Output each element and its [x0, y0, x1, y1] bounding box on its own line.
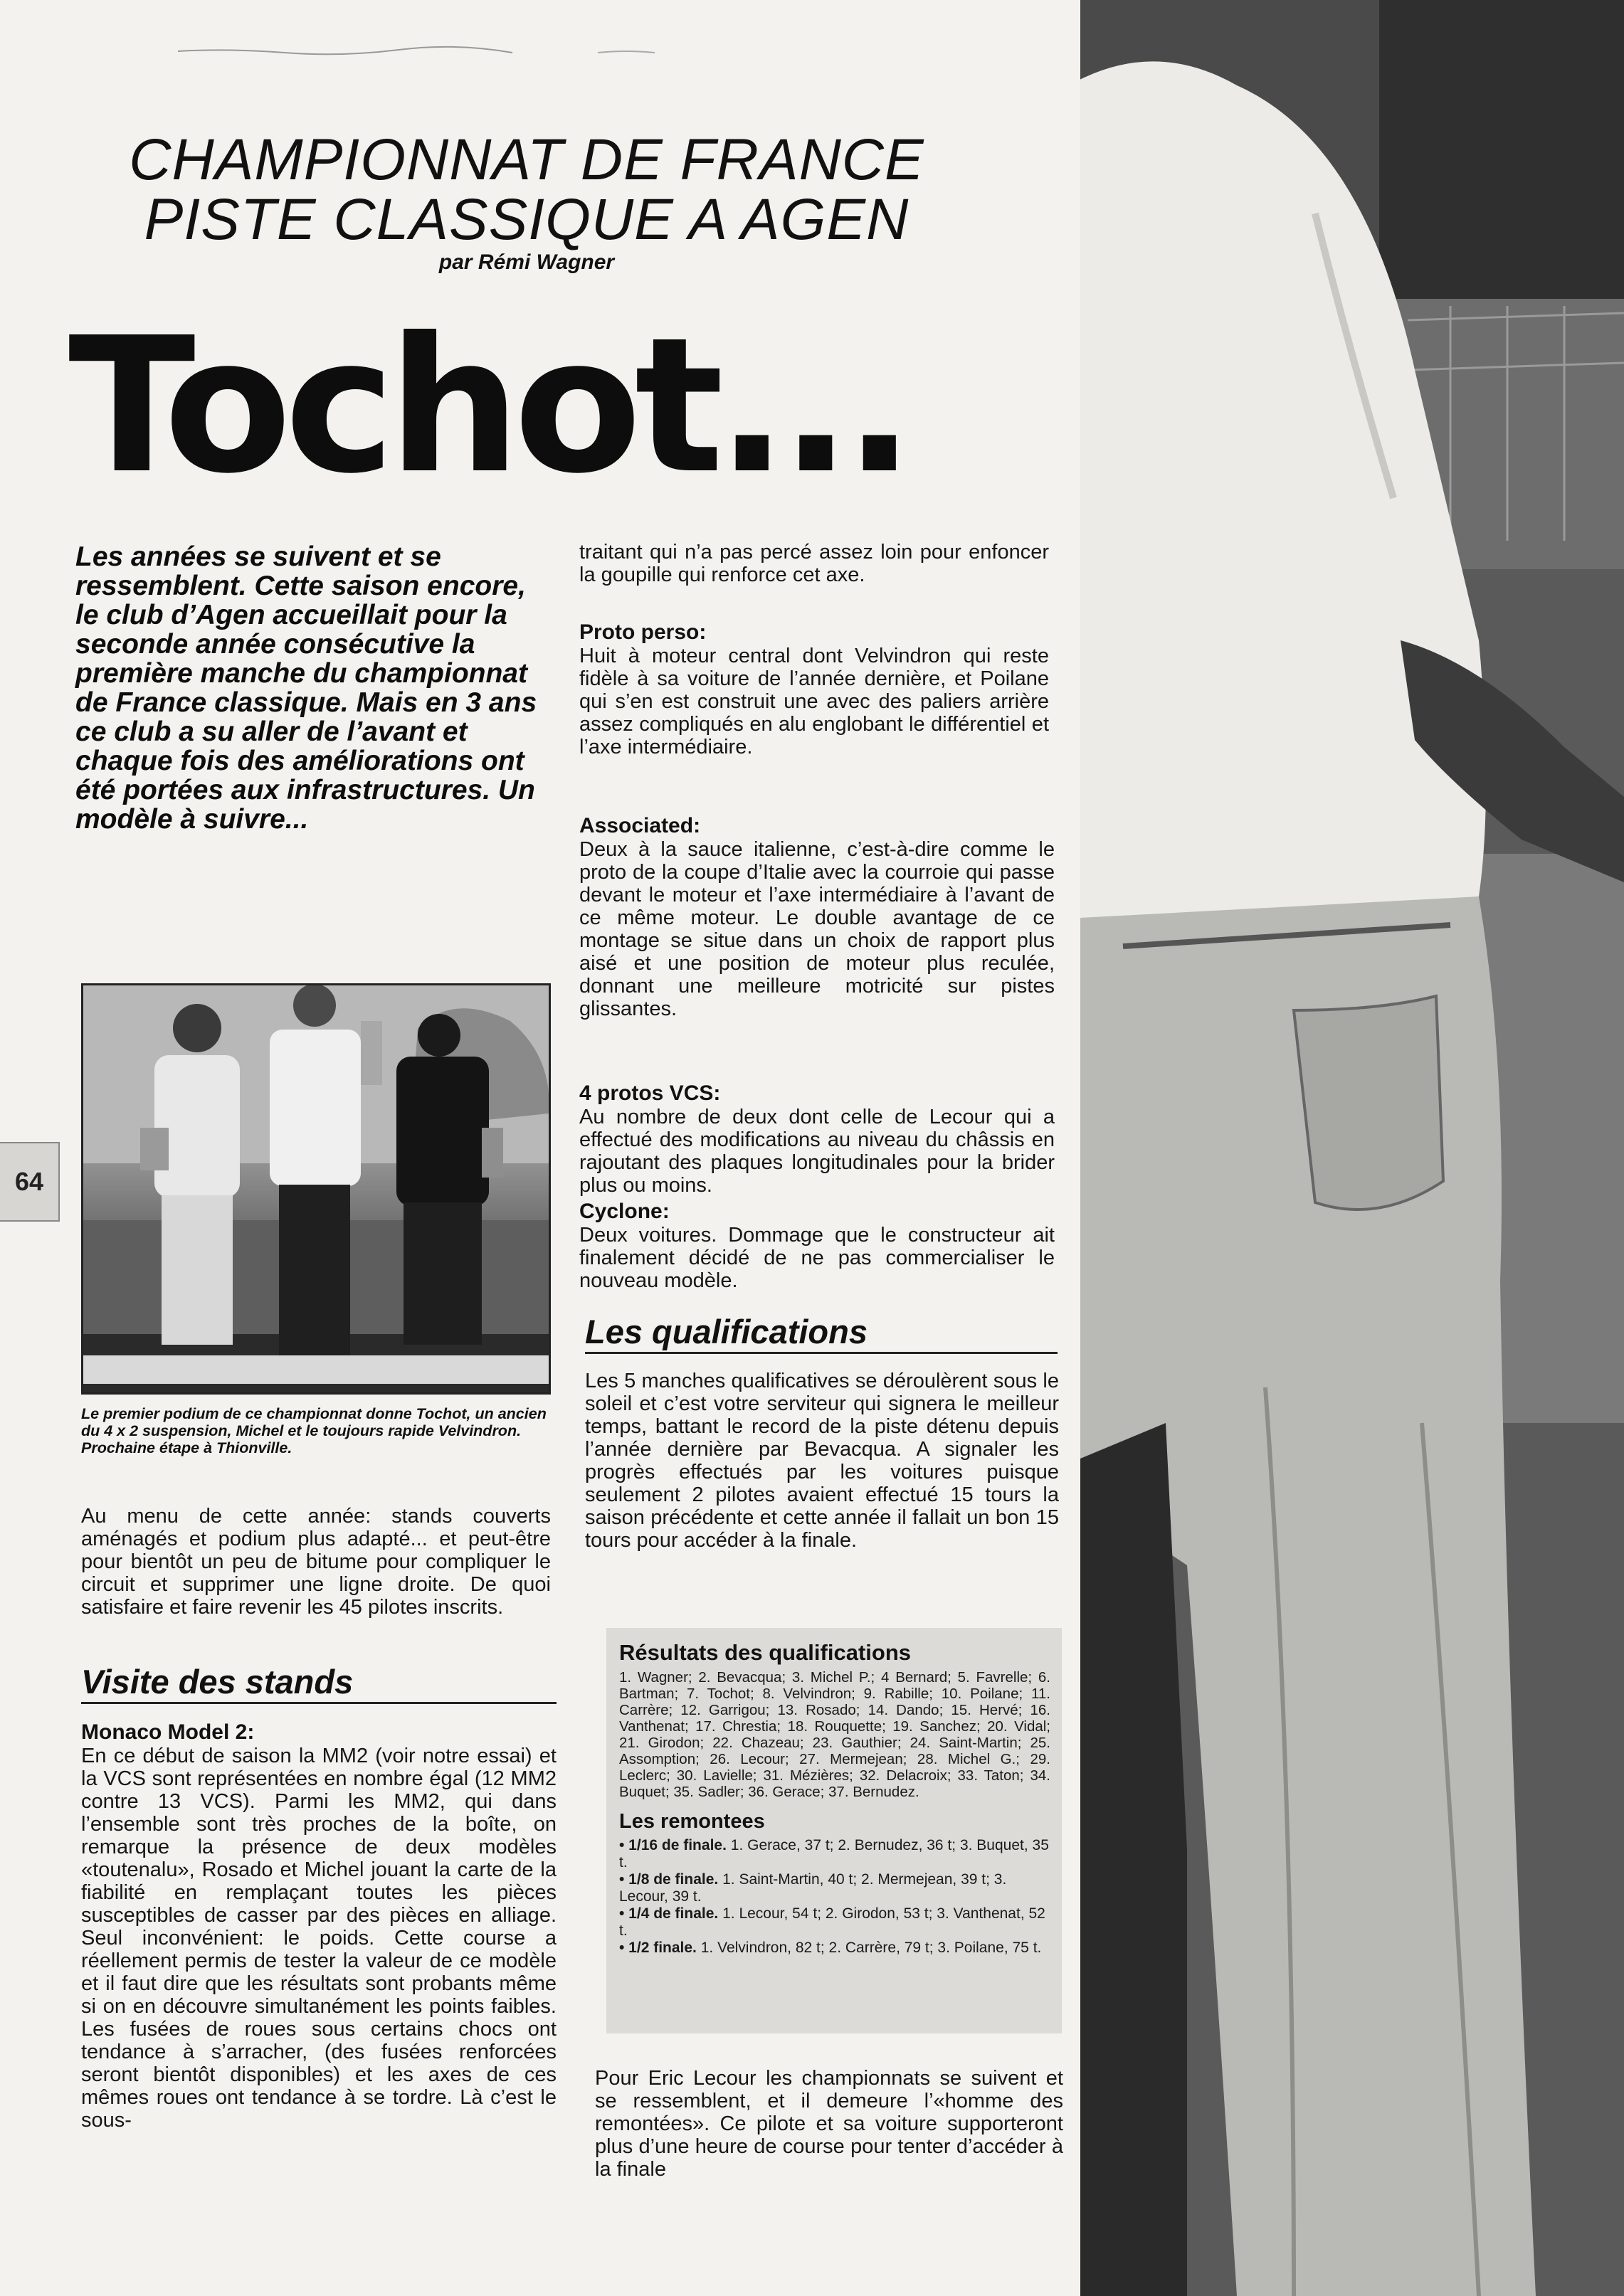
subheading-vcs: 4 protos VCS:	[579, 1081, 721, 1105]
title-line-2: PISTE CLASSIQUE A AGEN	[144, 187, 909, 252]
results-title: Résultats des qualifications	[619, 1640, 911, 1665]
subheading-proto-perso: Proto perso:	[579, 620, 707, 644]
podium-photo	[81, 983, 551, 1395]
vcs-paragraph: Au nombre de deux dont celle de Lecour qui a effectué des modifications au niveau du châssis en rajoutant des plaques longitudinales pour la brider plus ou moins.	[579, 1106, 1055, 1197]
remontee-item	[619, 1871, 1050, 1905]
remontee-label: • 1/8 de finale.	[619, 1871, 719, 1888]
photo-caption: Le premier podium de ce championnat donne Tochot, un ancien du 4 x 2 suspension, Michel et le toujours rapide Velvindron. Prochaine étape à Thionville.	[81, 1405, 547, 1456]
remontee-label: • 1/2 finale.	[619, 1940, 697, 1956]
qualifications-paragraph: Les 5 manches qualificatives se déroulèrent sous le soleil et c’est votre serviteur qui signera le meilleur temps, battant le record de la piste détenu depuis l’année dernière par Bevacqua. A signaler les progrès effectués par les voitures puisque seulement 2 pilotes avaient effectué 15 tours la saison précédente et cette année il fallait un bon 15 tours pour accéder à la finale.	[585, 1370, 1059, 1552]
subheading-cyclone: Cyclone:	[579, 1200, 670, 1223]
remontee-item	[619, 1940, 1050, 1957]
byline: par Rémi Wagner	[438, 250, 615, 274]
section-heading-qualifications: Les qualifications	[585, 1313, 1058, 1354]
remontee-item	[619, 1837, 1050, 1871]
cyclone-paragraph: Deux voitures. Dommage que le constructeur ait finalement décidé de ne pas commercialiser le nouveau modèle.	[579, 1224, 1055, 1292]
intro-body-paragraph: Au menu de cette année: stands couverts aménagés et podium plus adapté... et peut-être pour bientôt un peu de bitume pour compliquer le circuit et supprimer une ligne droite. De quoi satisfaire et faire revenir les 45 pilotes inscrits.	[81, 1505, 551, 1619]
remontee-label: • 1/4 de finale.	[619, 1905, 719, 1922]
headline: Tochot...	[68, 297, 908, 514]
monaco-paragraph: En ce début de saison la MM2 (voir notre essai) et la VCS sont représentées en nombre égal (12 MM2 contre 13 VCS). Parmi les MM2, qui dans l’ensemble sont très proches de la boîte, on remarque la présence de deux modèles «toutenalu», Rosado et Michel jouant la carte de la fiabilité en remplaçant toutes les pièces susceptibles de casser par des pièces en alliage. Seul inconvénient: le poids. Cette course a réellement permis de tester la valeur de ce modèle et il faut dire que les résultats sont probants même si on en découvre simultanément les points faibles. Les fusées de roues sous certains chocs ont tendance à s’arracher, (des fusées renforcées seront bientôt disponibles) et les axes de ces mêmes roues ont tendance à se tordre. Là c’est le sous-	[81, 1745, 557, 2132]
remontee-text: 1. Gerace, 37 t; 2. Bernudez, 36 t; 3. Buquet, 35 t.	[619, 1837, 1049, 1871]
final-paragraph: Pour Eric Lecour les championnats se suivent et se ressemblent, et il demeure l’«homme des remontées». Ce pilote et sa voiture supporteront plus d’une heure de course pour tenter d’accéder à la finale	[595, 2067, 1063, 2181]
man-in-jeans-photo	[1080, 0, 1624, 2296]
podium-illustration	[83, 985, 549, 1392]
subheading-monaco: Monaco Model 2:	[81, 1720, 255, 1744]
continued-paragraph: traitant qui n’a pas percé assez loin pour enfoncer la goupille qui renforce cet axe.	[579, 541, 1049, 586]
remontee-item	[619, 1905, 1050, 1940]
photo-illustration	[1080, 0, 1624, 2296]
section-heading-visite: Visite des stands	[81, 1663, 557, 1704]
title-line-1: CHAMPIONNAT DE FRANCE	[129, 127, 924, 192]
remontee-text: 1. Lecour, 54 t; 2. Girodon, 53 t; 3. Vanthenat, 52 t.	[619, 1905, 1045, 1939]
subheading-associated: Associated:	[579, 814, 701, 837]
associated-paragraph: Deux à la sauce italienne, c’est-à-dire comme le proto de la coupe d’Italie avec la courroie qui passe devant le moteur et l’axe intermédiaire à l’avant de ce même moteur. Le double avantage de ce montage se situe dans un choix de rapport plus aisé et une position de moteur plus reculée, donnant une meilleure motricité sur pistes glissantes.	[579, 838, 1055, 1020]
intro-paragraph: Les années se suivent et se ressemblent. Cette saison encore, le club d’Agen accueillait pour la seconde année consécutive la première manche du championnat de France classique. Mais en 3 ans ce club a su aller de l’avant et chaque fois des améliorations ont été portées aux infrastructures. Un modèle à suivre...	[75, 541, 537, 835]
page-number: 64	[0, 1142, 60, 1222]
remontee-text: 1. Saint-Martin, 40 t; 2. Mermejean, 39 t; 3. Lecour, 39 t.	[619, 1871, 1007, 1905]
remontees-title: Les remontees	[619, 1810, 765, 1833]
results-box	[606, 1628, 1062, 2033]
proto-perso-paragraph: Huit à moteur central dont Velvindron qui reste fidèle à sa voiture de l’année dernière, et Poilane qui s’en est construit une avec des paliers arrière assez compliqués en alu englobant le différentiel et l’axe intermédiaire.	[579, 645, 1049, 758]
scan-noise	[171, 36, 811, 64]
results-list: 1. Wagner; 2. Bevacqua; 3. Michel P.; 4 Bernard; 5. Favrelle; 6. Bartman; 7. Tochot; 8. Velvindron; 9. Rabille; 10. Poilane; 11. Carrère; 12. Garrigou; 13. Rosado; 14. Dando; 15. Hervé; 16. Vanthenat; 17. Chrestia; 18. Rouquette; 19. Sanchez; 20. Vidal; 21. Girodon; 22. Chazeau; 23. Gauthier; 24. Saint-Martin; 25. Assomption; 26. Lecour; 27. Mermejean; 28. Michel G.; 29. Leclerc; 30. Lavielle; 31. Mézières; 32. Delacroix; 33. Taton; 34. Buquet; 35. Sadler; 36. Gerace; 37. Bernudez.	[619, 1669, 1050, 1800]
remontee-label: • 1/16 de finale.	[619, 1837, 727, 1853]
remontee-text: 1. Velvindron, 82 t; 2. Carrère, 79 t; 3. Poilane, 75 t.	[700, 1940, 1042, 1956]
